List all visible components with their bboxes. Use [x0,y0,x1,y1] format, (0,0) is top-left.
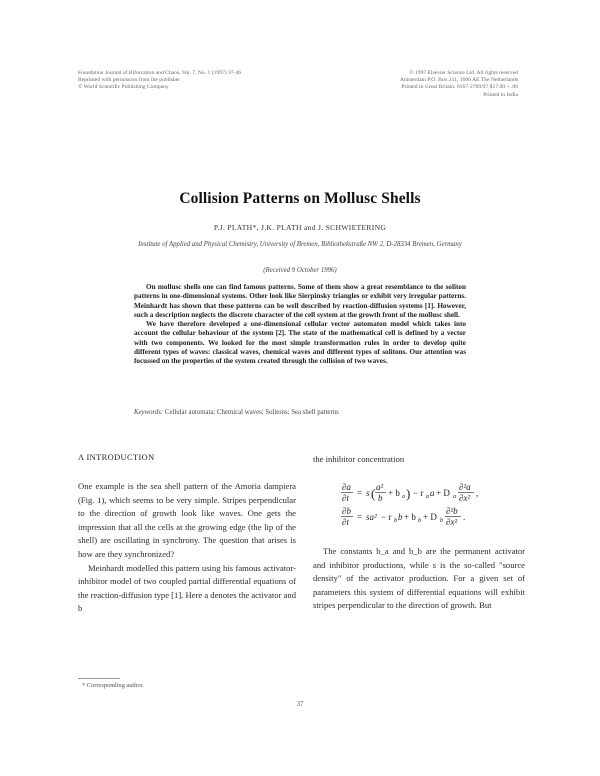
body-paragraph: The constants b_a and b_b are the permanent activator and inhibitor productions, while s is the so-called "source density" of the activator production. For a given set of parameters this system of differential equations will exhibit stripes perpendicular to the direction of growth. But [313,546,525,611]
header-left-line: © World Scientific Publishing Company [78,84,169,91]
svg-text:+ b: + b [404,512,416,522]
section-heading: A INTRODUCTION [78,453,155,462]
affiliation: Institute of Applied and Physical Chemistry, University of Bremen, Bibliothekstraße NW 2, D-28334 Bremen, Germany [138,241,462,248]
svg-text:∂²b: ∂²b [446,506,458,516]
keywords-text: Cellular automata; Chemical waves; Solitons; Sea shell patterns [164,409,339,416]
page-number: 37 [296,701,304,708]
svg-text:∂t: ∂t [342,493,349,503]
journal-header-right [378,70,518,99]
svg-text:,: , [476,488,479,498]
svg-text:b: b [394,518,397,524]
svg-text:=: = [357,512,363,522]
svg-text:a: a [453,494,456,500]
received-date: (Received 9 October 1996) [263,267,337,274]
svg-text:b: b [440,518,443,524]
svg-text:b: b [418,518,421,524]
author-list: P.J. PLATH*, J.K. PLATH and J. SCHWIETERING [213,223,387,232]
header-left-line: Reprinted with permission from the publisher [78,77,181,84]
header-left-line: Foundation Journal of Bifurcation and Chaos, Vol. 7, No. 1 (1997) 37-46 [78,70,242,76]
svg-text:+ D: + D [423,512,437,522]
svg-text:b: b [378,493,383,503]
svg-text:a: a [430,488,435,498]
body-paragraph: the inhibitor concentration [313,454,405,464]
svg-text:b: b [398,512,403,522]
footnote-rule [78,678,120,679]
body-paragraph: Meinhardt modelled this pattern using his famous activator-inhibitor model of two coupled partial differential equations of the reaction-diffusion type [1]. Here a denotes the activator and b [78,562,296,614]
header-right-line: Printed in India [483,91,518,98]
svg-text:): ) [406,486,411,501]
svg-text:=: = [357,488,363,498]
header-right-line: Amsterdam P.O. Box 211, 1000 AE The Netherlands [399,77,518,84]
footnote: * Corresponding author. [82,682,144,689]
header-right-line: Printed in Great Britain. 0167-2789/97 $17.00 + .00 [401,84,518,91]
svg-text:∂x²: ∂x² [459,493,471,503]
header-right-line: © 1997 Elsevier Science Ltd. All rights reserved [409,70,518,76]
svg-text:∂a: ∂a [342,482,351,492]
equation-activator [340,482,520,504]
paper-title: Collision Patterns on Mollusc Shells [179,190,421,207]
body-left-column [78,480,296,616]
body-paragraph: One example is the sea shell pattern of the Amoria dampiera (Fig. 1), which seems to be very simple. Stripes perpendicular to the direction of growth look like waves. One gets the impression that all the cells at the growing edge (the lip of the shell) are oscillating in synchrony. The question that arises is how are they synchronized? [78,481,296,559]
svg-text:a: a [402,494,405,500]
svg-text:s: s [366,488,370,498]
svg-text:− r: − r [381,512,392,522]
keywords [134,409,466,416]
svg-text:∂b: ∂b [342,506,351,516]
svg-text:+ b: + b [388,488,400,498]
svg-text:a²: a² [376,482,384,492]
journal-header-left [78,70,278,92]
svg-text:(: ( [371,486,376,501]
equation-inhibitor [340,506,520,528]
svg-text:∂t: ∂t [342,517,349,527]
svg-text:− r: − r [413,488,424,498]
svg-text:a: a [426,494,429,500]
svg-text:∂²a: ∂²a [459,482,471,492]
svg-text:.: . [463,512,466,522]
svg-text:sa²: sa² [366,512,377,522]
abstract-paragraph: We have therefore developed a one-dimensional cellular vector automaton model which takes into account the cellular behaviour of the system [2]. The state of the mathematical cell is defined by a vector with two components. We looked for the most simple transformation rules in order to develop quite different types of waves: classical waves, chemical waves and different types of solitons. Our attention was focussed on the properties of the system created through the collision of two waves. [134,320,466,366]
svg-text:∂x²: ∂x² [446,517,458,527]
abstract [134,283,466,367]
svg-text:+ D: + D [436,488,450,498]
body-right-intro [313,453,525,467]
keywords-label: Keywords: [134,409,164,416]
body-right-column [313,545,525,613]
abstract-paragraph: On mollusc shells one can find famous patterns. Some of them show a great resemblance to the soliton patterns in one-dimensional systems. Other look like Sierpinsky triangles or exhibit very irregular patterns. Meinhardt has shown that these patterns can be well described by reaction-diffusion systems [1]. However, such a description neglects the discrete character of the cell system at the growth front of the mollusc shell. [134,283,466,319]
